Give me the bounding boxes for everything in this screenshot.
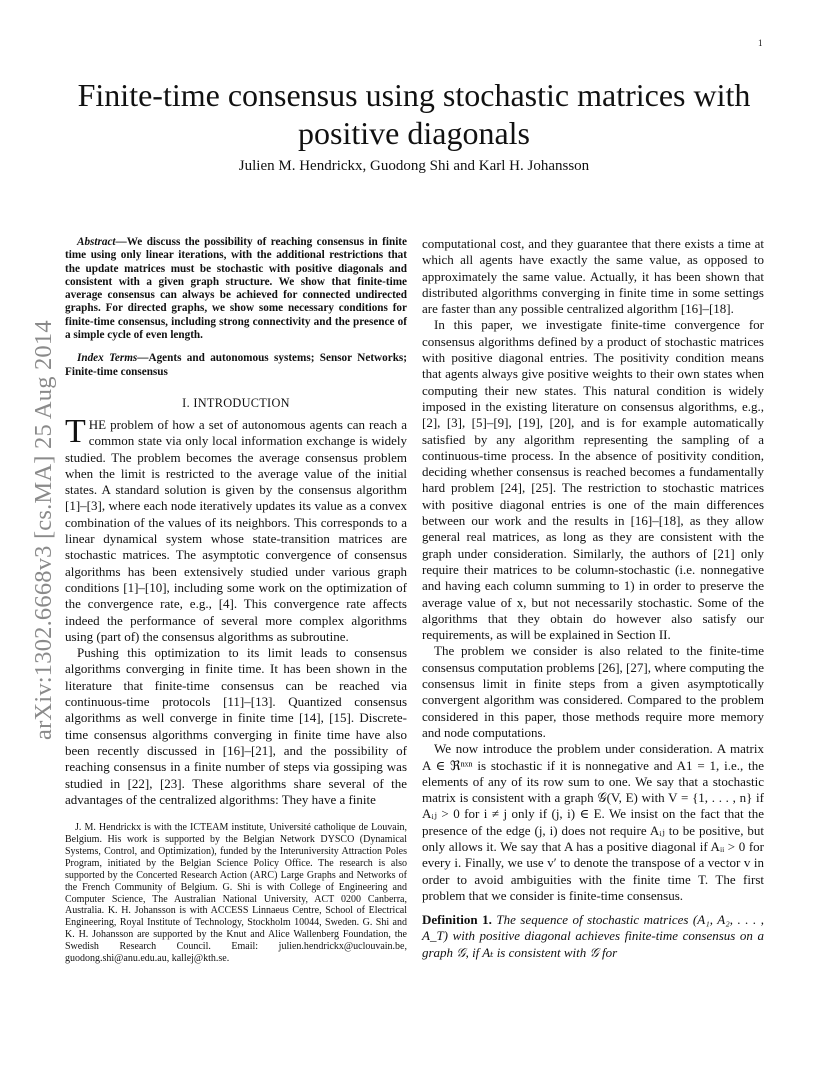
section-heading-introduction: I. INTRODUCTION [182,395,290,410]
right-paragraph-4: We now introduce the problem under consideration. A matrix A ∈ ℜⁿˣⁿ is stochastic if it is nonnegative and A1 = 1, i.e., the elements of any of its row sum to one. We say that a stochastic matrix is consistent with a graph 𝒢(V, E) with V = {1, . . . , n} if Aᵢⱼ > 0 for i ≠ j only if (j, i) ∈ E. We insist on the fact that the presence of the edge (j, i) does not require Aᵢⱼ to be positive, but only allows it. We say that A has a positive diagonal if Aᵢᵢ > 0 for every i. Finally, we use v′ to denote the transpose of a vector v in order to avoid ambiguities with the finite time T. The first problem that we consider is finite-time consensus. [422,741,764,903]
index-terms-text: —Agents and autonomous systems; Sensor Networks; Finite-time consensus [65,352,407,378]
index-terms-label: Index Terms [77,352,138,365]
abstract-label: Abstract [77,236,116,248]
intro-paragraph-1-text: HE problem of how a set of autonomous agents can reach a common state via only local information exchange is widely studied. The problem becomes the average consensus problem when the limit is restricted to the average value of the initial states. A standard solution is given by the consensus algorithm [1]–[3], where each node iteratively updates its value as a convex combination of the values of its neighbors. This corresponds to a linear dynamical system whose state-transition matrices are stochastic matrices. The asymptotic convergence of consensus algorithms has been extensively studied under various graph conditions [1]–[10], including some work on the optimization of the convergence rate, e.g., [4]. This convergence rate affects indeed the performance of several more complex algorithms using (part of) the consensus algorithms as subroutine. [65,416,407,644]
arxiv-identifier: arXiv:1302.6668v3 [cs.MA] 25 Aug 2014 [30,320,57,740]
right-paragraph-2: In this paper, we investigate finite-time convergence for consensus algorithms defined by a product of stochastic matrices with positive diagonal entries. The positivity condition means that agents always give positive weights to their own states when computing their new states. This natural condition is widely imposed in the existing literature on consensus algorithms, e.g., [2], [3], [5]–[9], [19], [20], and is for example automatically satisfied by any algorithm representing the sampling of a continuous-time process. In the absence of positivity condition, deciding whether consensus is reached becomes a fundamentally hard problem [24], [25]. The restriction to stochastic matrices with positive diagonal entries is one of the main differences between our work and the results in [16]–[18], as they allow general real matrices, as long as they are consistent with the graph under consideration. Similarly, the authors of [21] only require their matrices to be column-stochastic (i.e. nonnegative and having each column summing to 1) in order to preserve the average value of x, but not necessarily stochastic. Some of the algorithms that they obtain do however also satisfy our requirements, as will be explained in Section II. [422,317,764,643]
right-column [422,236,764,961]
intro-paragraph-2: Pushing this optimization to its limit leads to consensus algorithms converging in finite time. It has been shown in the literature that finite-time consensus can be reached via continuous-time protocols [11]–[13]. Quantized consensus algorithms as well converge in finite time [14], [15]. Discrete-time consensus algorithms converging in finite time have also been recently discussed in [16]–[21], and the possibility of reaching consensus in a finite number of steps via gossiping was studied in [22], [23]. These algorithms share several of the advantages of the centralized algorithms: They have a finite [65,645,407,807]
abstract-text: —We discuss the possibility of reaching consensus in finite time using only linear iterations, with the additional restrictions that the update matrices must be stochastic with positive diagonals and consistent with a given graph structure. We show that finite-time average consensus can always be achieved for connected undirected graphs. For directed graphs, we show some necessary conditions for finite-time consensus, including strong connectivity and the presence of a simple cycle of even length. [65,236,407,342]
drop-cap: T [65,412,86,450]
right-paragraph-1: computational cost, and they guarantee that there exists a time at which all agents have exactly the same value, as opposed to approximately the same value. Actually, it has been shown that distributed algorithms converging in finite time in some settings are faster than any possible centralized algorithm [16]–[18]. [422,236,764,317]
abstract [65,236,407,342]
paper-title: Finite-time consensus using stochastic matrices with positive diagonals [77,77,751,151]
page-number: 1 [758,38,763,48]
intro-paragraph-1 [65,412,407,645]
left-column [65,236,407,965]
index-terms [65,352,407,379]
definition-text: The sequence of stochastic matrices (A₁, A₂, . . . , A_T) with positive diagonal achieves finite-time consensus on a graph 𝒢, if Aₜ is consistent with 𝒢 for [422,912,764,960]
right-paragraph-3: The problem we consider is also related to the finite-time consensus computation problems [26], [27], where computing the consensus limit in finite steps from a given asymptotically convergent algorithm was considered. Compared to the problem considered in this paper, those methods require more memory and node computations. [422,643,764,740]
author-footnote: J. M. Hendrickx is with the ICTEAM institute, Université catholique de Louvain, Belgium. His work is supported by the Belgian Network DYSCO (Dynamical Systems, Control, and Optimization), funded by the Interuniversity Attraction Poles Program, initiated by the Belgian Science Policy Office. The research is also supported by the Concerted Research Action (ARC) Large Graphs and Networks of the French Community of Belgium. G. Shi is with College of Engineering and Computer Science, The Australian National University, ACT 0200 Canberra, Australia. K. H. Johansson is with ACCESS Linnaeus Centre, School of Electrical Engineering, Royal Institute of Technology, Stockholm 10044, Sweden. G. Shi and K. H. Johansson are supported by the Knut and Alice Wallenberg Foundation, the Swedish Research Council. Email: julien.hendrickx@uclouvain.be, guodong.shi@anu.edu.au, kallej@kth.se. [65,822,407,965]
definition-1 [422,912,764,961]
definition-label: Definition 1. [422,912,492,928]
paper-authors: Julien M. Hendrickx, Guodong Shi and Karl H. Johansson [238,158,590,174]
